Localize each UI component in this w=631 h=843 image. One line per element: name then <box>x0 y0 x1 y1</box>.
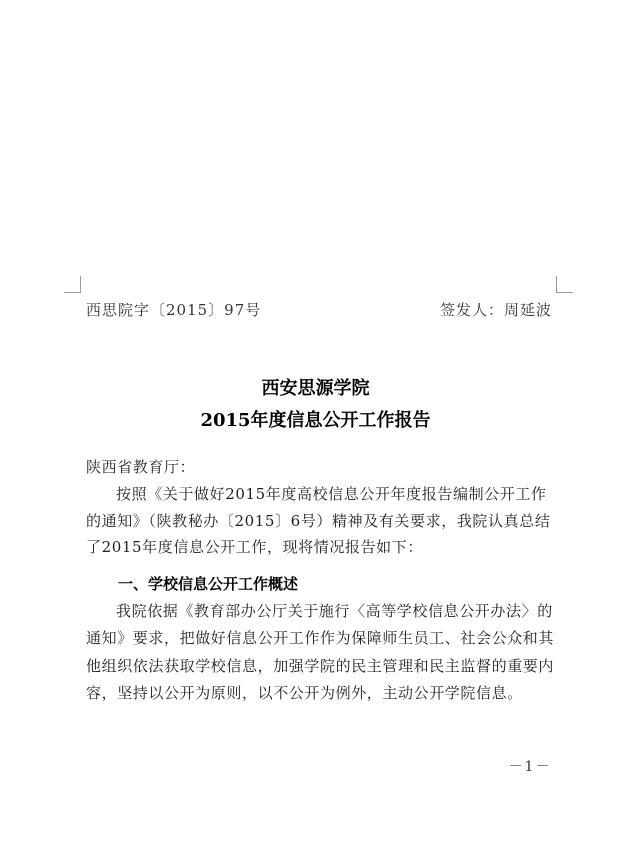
document-title-organization: 西安思源学院 <box>261 378 370 399</box>
document-title-report: 2015年度信息公开工作报告 <box>200 410 431 431</box>
page-number: －1－ <box>508 759 552 775</box>
document-header <box>86 298 552 322</box>
section-heading-overview: 一、学校信息公开工作概述 <box>118 575 299 593</box>
crop-mark-left <box>64 276 81 293</box>
crop-mark-right <box>556 276 573 293</box>
paragraph-intro: 按照《关于做好2015年度高校信息公开年度报告编制公开工作的通知》（陕教秘办〔2015〕6号）精神及有关要求，我院认真总结了2015年度信息公开工作，现将情况报告如下： <box>86 485 551 556</box>
salutation: 陕西省教育厅： <box>86 458 196 476</box>
signer: 签发人：周延波 <box>439 301 552 319</box>
paragraph-overview: 我院依据《教育部办公厅关于施行〈高等学校信息公开办法〉的通知》要求，把做好信息公开工作作为保障师生员工、社会公众和其他组织依法获取学校信息，加强学院的民主管理和民主监督的重要内容，坚持以公开为原则，以不公开为例外，主动公开学院信息。 <box>86 602 555 702</box>
document-number: 西思院字〔2015〕97号 <box>86 301 262 319</box>
